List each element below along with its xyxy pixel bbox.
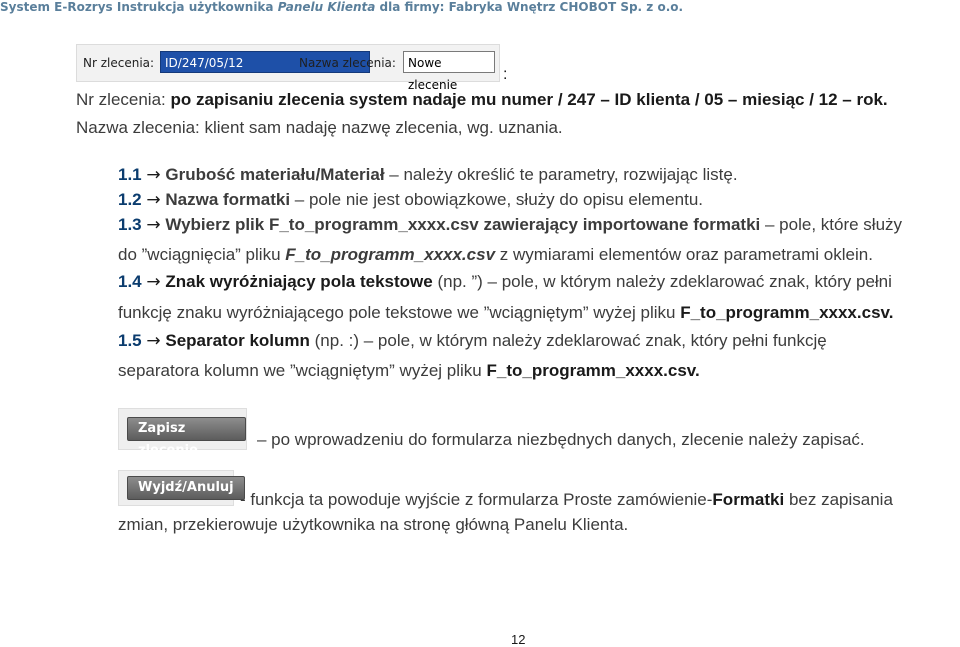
arrow-right-icon: → bbox=[146, 272, 161, 292]
arrow-right-icon: → bbox=[146, 215, 161, 235]
item-1-3-line2: do ”wciągnięcia” pliku F_to_programm_xxxx.csv z wymiarami elementów oraz parametrami oklein. bbox=[118, 245, 873, 264]
save-button-description: – po wprowadzeniu do formularza niezbędnych danych, zlecenie należy zapisać. bbox=[257, 430, 865, 449]
order-form-snippet bbox=[76, 44, 500, 92]
item-1-2: 1.2 → Nazwa formatki – pole nie jest obowiązkowe, służy do opisu elementu. bbox=[118, 190, 704, 210]
exit-button-snippet bbox=[118, 470, 234, 506]
order-number-explanation: Nr zlecenia: po zapisaniu zlecenia system nadaje mu numer / 247 – ID klienta / 05 – miesiąc / 12 – rok. bbox=[76, 90, 888, 109]
order-number-field: ID/247/05/12 bbox=[160, 51, 370, 73]
item-1-3: 1.3 → Wybierz plik F_to_programm_xxxx.csv zawierający importowane formatki – pole, które służy bbox=[118, 215, 903, 235]
save-order-button[interactable]: Zapisz zlecenie bbox=[127, 417, 246, 441]
arrow-right-icon: → bbox=[146, 190, 161, 210]
save-button-snippet bbox=[118, 408, 247, 458]
item-1-5: 1.5 → Separator kolumn (np. :) – pole, w którym należy zdeklarować znak, który pełni funkcję bbox=[118, 331, 827, 351]
order-name-label: Nazwa zlecenia: bbox=[299, 56, 396, 70]
document-header bbox=[0, 0, 683, 14]
arrow-right-icon: → bbox=[146, 331, 161, 351]
page-number: 12 bbox=[511, 632, 526, 647]
order-name-field: Nowe zlecenie bbox=[403, 51, 495, 73]
header-text-end: dla firmy: Fabryka Wnętrz CHOBOT Sp. z o.o. bbox=[375, 0, 684, 14]
order-number-label: Nr zlecenia: bbox=[83, 56, 155, 70]
item-1-4: 1.4 → Znak wyróżniający pola tekstowe (np. ”) – pole, w którym należy zdeklarować znak, który pełni bbox=[118, 272, 892, 292]
header-text: System E-Rozrys Instrukcja użytkownika bbox=[0, 0, 278, 14]
item-1-1: 1.1 → Grubość materiału/Materiał – należy określić te parametry, rozwijając listę. bbox=[118, 165, 738, 185]
header-italic-text: Panelu Klienta bbox=[277, 0, 376, 14]
exit-cancel-button[interactable]: Wyjdź/Anuluj bbox=[127, 476, 245, 500]
colon: : bbox=[503, 66, 508, 83]
item-1-4-line2: funkcję znaku wyróżniającego pole tekstowe we ”wciągniętym” wyżej pliku F_to_programm_xxxx.csv. bbox=[118, 303, 894, 322]
exit-button-description: - funkcja ta powoduje wyjście z formularza Proste zamówienie-Formatki bez zapisania bbox=[240, 490, 893, 509]
arrow-right-icon: → bbox=[146, 165, 161, 185]
item-1-5-line2: separatora kolumn we ”wciągniętym” wyżej pliku F_to_programm_xxxx.csv. bbox=[118, 361, 700, 380]
exit-button-description-line2: zmian, przekierowuje użytkownika na stronę główną Panelu Klienta. bbox=[118, 515, 629, 534]
order-name-explanation: Nazwa zlecenia: klient sam nadaję nazwę zlecenia, wg. uznania. bbox=[76, 118, 563, 137]
